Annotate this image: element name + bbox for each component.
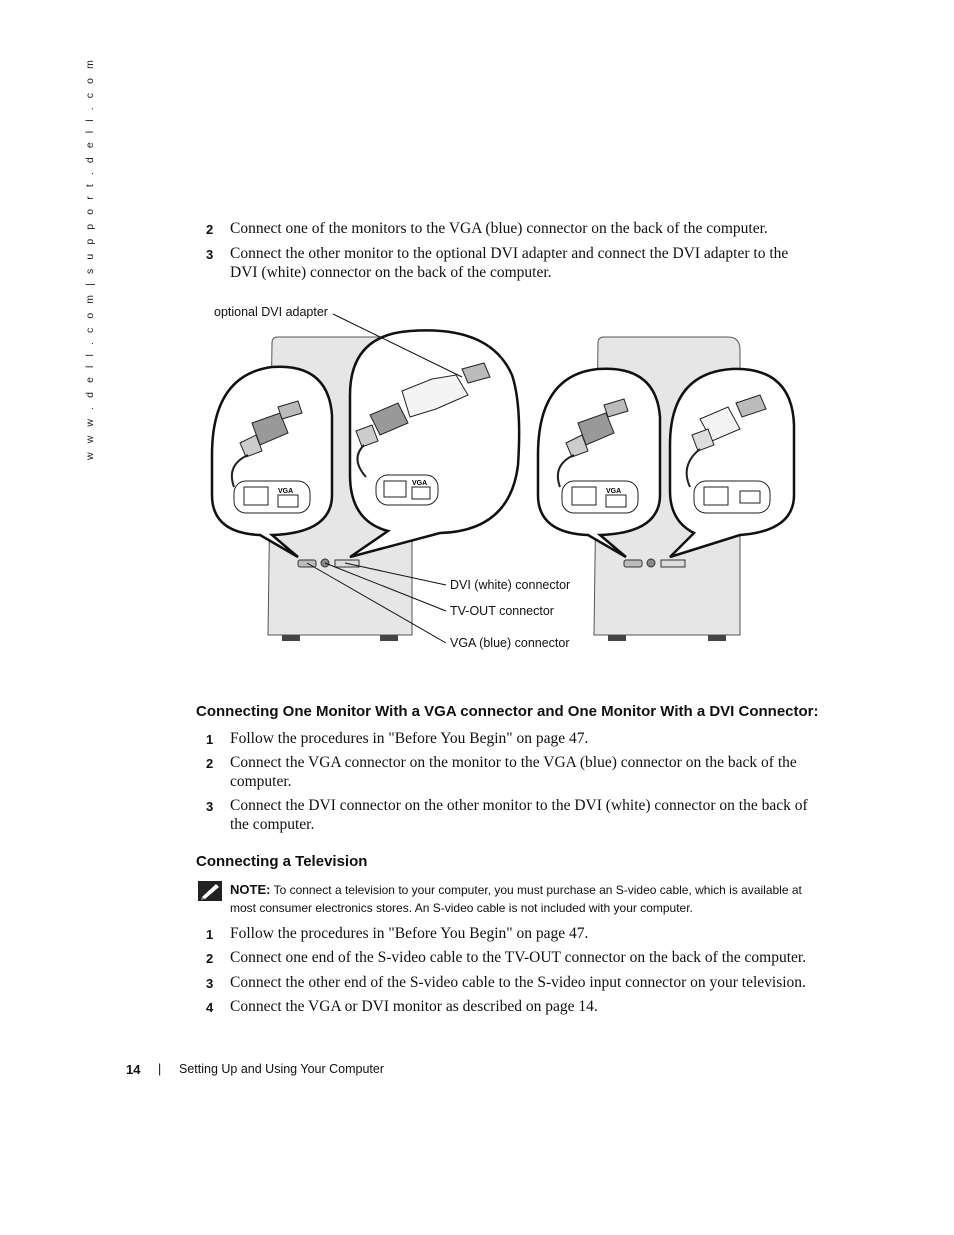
step-text: Connect one end of the S-video cable to the TV-OUT connector on the back of the computer. — [230, 949, 807, 966]
step-number: 3 — [206, 976, 214, 991]
section1-step-1 — [206, 729, 818, 748]
section-heading-television: Connecting a Television — [196, 853, 368, 870]
step-number: 2 — [206, 756, 214, 771]
section2-step-4 — [206, 997, 818, 1016]
step-number: 4 — [206, 1000, 214, 1015]
step-3-top — [206, 244, 818, 282]
section2-step-2 — [206, 948, 818, 967]
note-label: NOTE: — [230, 882, 271, 897]
step-2-top — [206, 219, 818, 238]
step-text: Connect one of the monitors to the VGA (blue) connector on the back of the computer. — [230, 220, 768, 237]
vga-port-label: VGA — [278, 488, 294, 495]
step-text: Follow the procedures in "Before You Begin" on page 47. — [230, 925, 589, 942]
callout-tv-out: TV-OUT connector — [450, 604, 554, 618]
step-text: Connect the VGA or DVI monitor as described on page 14. — [230, 998, 598, 1015]
section1-step-2 — [206, 753, 818, 791]
callout-dvi-adapter: optional DVI adapter — [214, 305, 328, 319]
section2-step-1 — [206, 924, 818, 943]
step-number: 2 — [206, 951, 214, 966]
callout-vga-blue: VGA (blue) connector — [450, 636, 570, 650]
footer-separator: | — [158, 1062, 162, 1076]
vga-port-label: VGA — [412, 480, 428, 487]
callout-dvi-white: DVI (white) connector — [450, 578, 571, 592]
step-number: 2 — [206, 222, 214, 237]
note-text: To connect a television to your computer, you must purchase an S-video cable, which is available at most consumer electronics stores. An S-video cable is not included with your computer. — [230, 883, 802, 915]
step-text: Connect the other end of the S-video cable to the S-video input connector on your television. — [230, 974, 806, 991]
side-url: w w w . d e l l . c o m | s u p p o r t . d e l l . c o m — [84, 57, 96, 460]
step-text: Connect the other monitor to the optional DVI adapter and connect the DVI adapter to the DVI (white) connector on the back of the computer. — [230, 245, 789, 281]
step-number: 1 — [206, 732, 214, 747]
pencil-note-icon — [198, 881, 222, 901]
step-number: 1 — [206, 927, 214, 942]
note-box — [198, 881, 818, 917]
page-number: 14 — [126, 1062, 141, 1077]
step-text: Connect the DVI connector on the other monitor to the DVI (white) connector on the back of the computer. — [230, 797, 808, 833]
footer-title: Setting Up and Using Your Computer — [179, 1062, 384, 1076]
section1-step-3 — [206, 796, 818, 834]
section-heading-monitors: Connecting One Monitor With a VGA connector and One Monitor With a DVI Connector: — [196, 703, 819, 720]
step-number: 3 — [206, 247, 214, 262]
step-text: Connect the VGA connector on the monitor to the VGA (blue) connector on the back of the computer. — [230, 754, 797, 790]
section2-step-3 — [206, 973, 818, 992]
dvi-adapter-callout-bubble — [350, 330, 519, 557]
step-text: Follow the procedures in "Before You Begin" on page 47. — [230, 730, 589, 747]
vga-port-label: VGA — [606, 488, 622, 495]
step-number: 3 — [206, 799, 214, 814]
right-dvi-callout-bubble — [670, 369, 794, 557]
